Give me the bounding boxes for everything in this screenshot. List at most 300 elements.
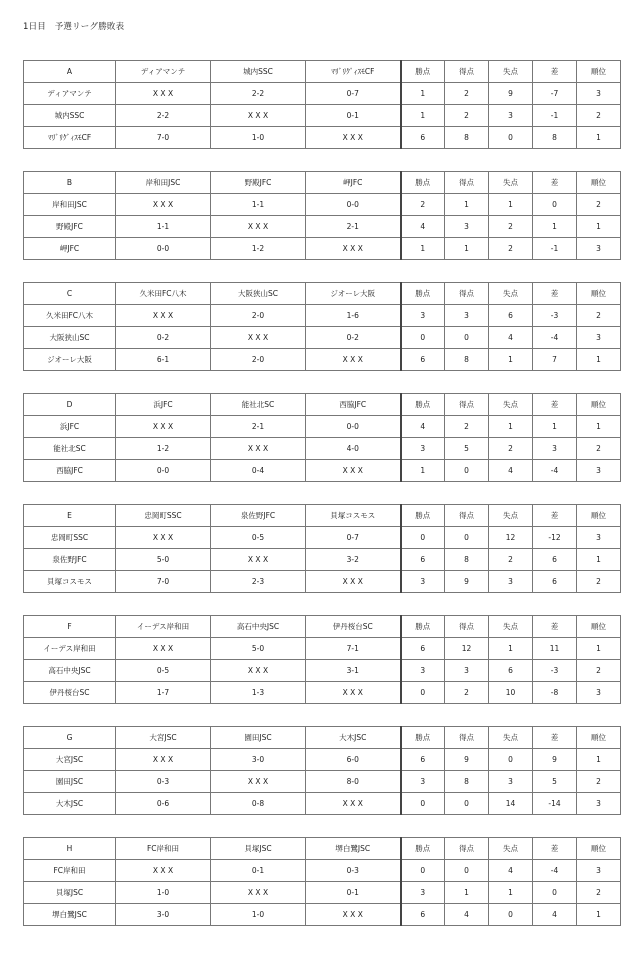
stat-header: 失点 [489, 283, 533, 305]
rank-cell: 2 [577, 305, 621, 327]
match-result: X X X [306, 460, 401, 482]
goals-for-cell: 4 [445, 904, 489, 926]
match-result: 0-8 [211, 793, 306, 815]
goals-for-cell: 1 [445, 882, 489, 904]
column-team-name: FC岸和田 [116, 838, 211, 860]
column-team-name: 岬JFC [306, 172, 401, 194]
goal-diff-cell: 3 [533, 438, 577, 460]
column-team-name: 大木JSC [306, 727, 401, 749]
goals-for-cell: 3 [445, 305, 489, 327]
row-team-name: 城内SSC [24, 105, 116, 127]
match-result: 7-0 [116, 571, 211, 593]
rank-cell: 1 [577, 549, 621, 571]
match-result: 1-2 [211, 238, 306, 260]
goals-against-cell: 0 [489, 127, 533, 149]
table-row [24, 882, 621, 904]
stat-header: 失点 [489, 505, 533, 527]
match-result: 0-1 [306, 105, 401, 127]
match-result: 4-0 [306, 438, 401, 460]
points-cell: 0 [401, 327, 445, 349]
table-row [24, 904, 621, 926]
match-result: 2-2 [116, 105, 211, 127]
match-result: 0-1 [211, 860, 306, 882]
stat-header: 順位 [577, 283, 621, 305]
goal-diff-cell: -8 [533, 682, 577, 704]
points-cell: 3 [401, 438, 445, 460]
match-result: 2-1 [211, 416, 306, 438]
stat-header: 差 [533, 283, 577, 305]
row-team-name: 堺白鷺JSC [24, 904, 116, 926]
stat-header: 失点 [489, 61, 533, 83]
points-cell: 0 [401, 860, 445, 882]
points-cell: 1 [401, 83, 445, 105]
match-result: X X X [116, 638, 211, 660]
goals-against-cell: 4 [489, 460, 533, 482]
stat-header: 得点 [445, 172, 489, 194]
stat-header: 勝点 [401, 505, 445, 527]
stat-header: 得点 [445, 727, 489, 749]
column-team-name: イーデス岸和田 [116, 616, 211, 638]
table-row [24, 416, 621, 438]
goals-against-cell: 12 [489, 527, 533, 549]
match-result: X X X [116, 83, 211, 105]
match-result: 0-2 [116, 327, 211, 349]
match-result: 0-7 [306, 83, 401, 105]
column-team-name: 高石中央JSC [211, 616, 306, 638]
match-result: 2-0 [211, 349, 306, 371]
stat-header: 失点 [489, 394, 533, 416]
points-cell: 6 [401, 549, 445, 571]
row-team-name: 西脇JFC [24, 460, 116, 482]
match-result: 0-1 [306, 882, 401, 904]
match-result: 0-5 [211, 527, 306, 549]
match-result: 0-2 [306, 327, 401, 349]
column-team-name: 久米田FC八木 [116, 283, 211, 305]
match-result: X X X [306, 793, 401, 815]
match-result: 1-7 [116, 682, 211, 704]
table-row [24, 860, 621, 882]
goal-diff-cell: -1 [533, 238, 577, 260]
match-result: 1-0 [211, 904, 306, 926]
match-result: 7-1 [306, 638, 401, 660]
match-result: X X X [306, 349, 401, 371]
rank-cell: 2 [577, 438, 621, 460]
group-table [23, 504, 621, 593]
points-cell: 0 [401, 793, 445, 815]
points-cell: 1 [401, 238, 445, 260]
goal-diff-cell: 6 [533, 549, 577, 571]
row-team-name: 高石中央JSC [24, 660, 116, 682]
match-result: 0-7 [306, 527, 401, 549]
points-cell: 6 [401, 349, 445, 371]
goals-against-cell: 14 [489, 793, 533, 815]
goal-diff-cell: -3 [533, 660, 577, 682]
group-table [23, 393, 621, 482]
stat-header: 差 [533, 172, 577, 194]
column-team-name: 野殿JFC [211, 172, 306, 194]
goals-for-cell: 2 [445, 682, 489, 704]
points-cell: 3 [401, 660, 445, 682]
table-row [24, 83, 621, 105]
group-label: C [24, 283, 116, 305]
goals-for-cell: 9 [445, 749, 489, 771]
goal-diff-cell: -7 [533, 83, 577, 105]
stat-header: 差 [533, 505, 577, 527]
row-team-name: 貝塚コスモス [24, 571, 116, 593]
row-team-name: 忠岡町SSC [24, 527, 116, 549]
row-team-name: ジオーレ大阪 [24, 349, 116, 371]
match-result: X X X [306, 127, 401, 149]
match-result: X X X [211, 771, 306, 793]
match-result: X X X [116, 860, 211, 882]
row-team-name: 伊丹桜台SC [24, 682, 116, 704]
goals-against-cell: 9 [489, 83, 533, 105]
match-result: X X X [211, 882, 306, 904]
group-label: F [24, 616, 116, 638]
table-row [24, 571, 621, 593]
column-team-name: 西脇JFC [306, 394, 401, 416]
goals-against-cell: 0 [489, 749, 533, 771]
rank-cell: 1 [577, 416, 621, 438]
goals-for-cell: 3 [445, 660, 489, 682]
goals-against-cell: 2 [489, 438, 533, 460]
group-table [23, 282, 621, 371]
group-label: H [24, 838, 116, 860]
points-cell: 6 [401, 904, 445, 926]
goals-against-cell: 2 [489, 549, 533, 571]
goals-against-cell: 3 [489, 105, 533, 127]
group-header-row [24, 172, 621, 194]
goal-diff-cell: 5 [533, 771, 577, 793]
goals-against-cell: 1 [489, 349, 533, 371]
group-header-row [24, 838, 621, 860]
stat-header: 順位 [577, 727, 621, 749]
match-result: 0-3 [116, 771, 211, 793]
goals-for-cell: 12 [445, 638, 489, 660]
goal-diff-cell: -4 [533, 860, 577, 882]
match-result: 2-3 [211, 571, 306, 593]
stat-header: 差 [533, 838, 577, 860]
stat-header: 得点 [445, 61, 489, 83]
match-result: 2-0 [211, 305, 306, 327]
match-result: 0-6 [116, 793, 211, 815]
points-cell: 4 [401, 416, 445, 438]
column-team-name: 園田JSC [211, 727, 306, 749]
row-team-name: 岬JFC [24, 238, 116, 260]
goals-for-cell: 8 [445, 127, 489, 149]
table-row [24, 194, 621, 216]
goals-for-cell: 2 [445, 83, 489, 105]
stat-header: 勝点 [401, 394, 445, 416]
column-team-name: 大宮JSC [116, 727, 211, 749]
row-team-name: 園田JSC [24, 771, 116, 793]
goals-for-cell: 3 [445, 216, 489, 238]
row-team-name: 野殿JFC [24, 216, 116, 238]
table-row [24, 327, 621, 349]
column-team-name: 城内SSC [211, 61, 306, 83]
goals-against-cell: 4 [489, 860, 533, 882]
match-result: X X X [306, 682, 401, 704]
match-result: X X X [211, 105, 306, 127]
column-team-name: 貝塚JSC [211, 838, 306, 860]
rank-cell: 1 [577, 349, 621, 371]
goal-diff-cell: -12 [533, 527, 577, 549]
rank-cell: 3 [577, 682, 621, 704]
group-label: D [24, 394, 116, 416]
row-team-name: 大宮JSC [24, 749, 116, 771]
table-row [24, 105, 621, 127]
goal-diff-cell: 6 [533, 571, 577, 593]
match-result: X X X [211, 438, 306, 460]
match-result: X X X [116, 749, 211, 771]
group-table [23, 171, 621, 260]
goal-diff-cell: 9 [533, 749, 577, 771]
table-row [24, 349, 621, 371]
rank-cell: 3 [577, 83, 621, 105]
row-team-name: 岸和田JSC [24, 194, 116, 216]
goals-against-cell: 10 [489, 682, 533, 704]
row-team-name: 能社北SC [24, 438, 116, 460]
group-table [23, 837, 621, 926]
goal-diff-cell: -4 [533, 327, 577, 349]
rank-cell: 2 [577, 771, 621, 793]
league-tables [23, 60, 609, 948]
row-team-name: FC岸和田 [24, 860, 116, 882]
column-team-name: 泉佐野JFC [211, 505, 306, 527]
column-team-name: ジオーレ大阪 [306, 283, 401, 305]
match-result: 0-3 [306, 860, 401, 882]
match-result: 0-0 [116, 460, 211, 482]
row-team-name: 大木JSC [24, 793, 116, 815]
stat-header: 勝点 [401, 172, 445, 194]
match-result: 1-3 [211, 682, 306, 704]
match-result: X X X [211, 660, 306, 682]
stat-header: 失点 [489, 616, 533, 638]
stat-header: 差 [533, 394, 577, 416]
goal-diff-cell: 0 [533, 194, 577, 216]
match-result: 0-4 [211, 460, 306, 482]
match-result: 2-2 [211, 83, 306, 105]
rank-cell: 3 [577, 460, 621, 482]
goal-diff-cell: 1 [533, 416, 577, 438]
rank-cell: 3 [577, 327, 621, 349]
points-cell: 2 [401, 194, 445, 216]
group-table [23, 726, 621, 815]
match-result: 1-0 [211, 127, 306, 149]
column-team-name: 貝塚コスモス [306, 505, 401, 527]
goals-for-cell: 0 [445, 460, 489, 482]
column-team-name: 浜JFC [116, 394, 211, 416]
match-result: X X X [306, 571, 401, 593]
table-row [24, 527, 621, 549]
points-cell: 3 [401, 882, 445, 904]
group-table [23, 615, 621, 704]
match-result: X X X [211, 549, 306, 571]
goals-against-cell: 6 [489, 660, 533, 682]
column-team-name: 能社北SC [211, 394, 306, 416]
goals-against-cell: 1 [489, 638, 533, 660]
stat-header: 失点 [489, 838, 533, 860]
rank-cell: 3 [577, 238, 621, 260]
column-team-name: 堺白鷺JSC [306, 838, 401, 860]
match-result: 1-2 [116, 438, 211, 460]
stat-header: 順位 [577, 838, 621, 860]
group-header-row [24, 283, 621, 305]
rank-cell: 2 [577, 571, 621, 593]
stat-header: 勝点 [401, 61, 445, 83]
match-result: X X X [116, 527, 211, 549]
row-team-name: 泉佐野JFC [24, 549, 116, 571]
match-result: 5-0 [211, 638, 306, 660]
column-team-name: 大阪狭山SC [211, 283, 306, 305]
goals-for-cell: 5 [445, 438, 489, 460]
match-result: 0-0 [306, 416, 401, 438]
points-cell: 1 [401, 460, 445, 482]
match-result: 6-0 [306, 749, 401, 771]
column-team-name: ﾏﾘﾞﾘｸﾞｨｽﾓCF [306, 61, 401, 83]
goals-for-cell: 2 [445, 105, 489, 127]
stat-header: 得点 [445, 505, 489, 527]
row-team-name: ディアマンテ [24, 83, 116, 105]
column-team-name: 忠岡町SSC [116, 505, 211, 527]
goal-diff-cell: 4 [533, 904, 577, 926]
goal-diff-cell: 1 [533, 216, 577, 238]
goals-for-cell: 8 [445, 771, 489, 793]
goals-against-cell: 3 [489, 571, 533, 593]
rank-cell: 2 [577, 882, 621, 904]
goals-against-cell: 6 [489, 305, 533, 327]
match-result: 8-0 [306, 771, 401, 793]
match-result: 0-0 [116, 238, 211, 260]
match-result: 2-1 [306, 216, 401, 238]
match-result: X X X [116, 416, 211, 438]
rank-cell: 3 [577, 860, 621, 882]
stat-header: 勝点 [401, 616, 445, 638]
points-cell: 3 [401, 305, 445, 327]
group-header-row [24, 61, 621, 83]
table-row [24, 749, 621, 771]
table-row [24, 549, 621, 571]
table-row [24, 127, 621, 149]
goals-for-cell: 2 [445, 416, 489, 438]
goals-for-cell: 8 [445, 349, 489, 371]
goals-for-cell: 0 [445, 793, 489, 815]
stat-header: 得点 [445, 616, 489, 638]
group-label: G [24, 727, 116, 749]
goals-against-cell: 1 [489, 882, 533, 904]
match-result: 3-1 [306, 660, 401, 682]
rank-cell: 1 [577, 638, 621, 660]
stat-header: 失点 [489, 172, 533, 194]
row-team-name: 貝塚JSC [24, 882, 116, 904]
stat-header: 得点 [445, 394, 489, 416]
table-row [24, 238, 621, 260]
match-result: 3-0 [116, 904, 211, 926]
points-cell: 6 [401, 638, 445, 660]
row-team-name: 大阪狭山SC [24, 327, 116, 349]
points-cell: 3 [401, 571, 445, 593]
goal-diff-cell: 0 [533, 882, 577, 904]
goals-for-cell: 9 [445, 571, 489, 593]
match-result: 7-0 [116, 127, 211, 149]
group-header-row [24, 616, 621, 638]
goals-against-cell: 4 [489, 327, 533, 349]
goals-for-cell: 0 [445, 327, 489, 349]
match-result: 1-1 [211, 194, 306, 216]
goals-against-cell: 1 [489, 416, 533, 438]
match-result: 1-6 [306, 305, 401, 327]
stat-header: 勝点 [401, 283, 445, 305]
match-result: 0-5 [116, 660, 211, 682]
page-title: 1日目 予選リーグ勝敗表 [23, 22, 125, 32]
goal-diff-cell: 11 [533, 638, 577, 660]
match-result: 3-2 [306, 549, 401, 571]
match-result: X X X [306, 904, 401, 926]
goal-diff-cell: -14 [533, 793, 577, 815]
points-cell: 6 [401, 749, 445, 771]
group-header-row [24, 394, 621, 416]
goals-against-cell: 3 [489, 771, 533, 793]
column-team-name: ディアマンテ [116, 61, 211, 83]
match-result: X X X [306, 238, 401, 260]
points-cell: 6 [401, 127, 445, 149]
goals-for-cell: 1 [445, 194, 489, 216]
points-cell: 1 [401, 105, 445, 127]
table-row [24, 638, 621, 660]
stat-header: 順位 [577, 616, 621, 638]
table-row [24, 216, 621, 238]
goals-for-cell: 0 [445, 860, 489, 882]
goals-for-cell: 1 [445, 238, 489, 260]
match-result: 0-0 [306, 194, 401, 216]
match-result: X X X [211, 216, 306, 238]
match-result: X X X [116, 194, 211, 216]
stat-header: 順位 [577, 172, 621, 194]
row-team-name: ﾏﾘﾞﾘｸﾞｨｽﾓCF [24, 127, 116, 149]
stat-header: 順位 [577, 505, 621, 527]
rank-cell: 2 [577, 660, 621, 682]
rank-cell: 1 [577, 127, 621, 149]
goals-against-cell: 2 [489, 216, 533, 238]
rank-cell: 1 [577, 749, 621, 771]
goals-for-cell: 0 [445, 527, 489, 549]
stat-header: 差 [533, 61, 577, 83]
goal-diff-cell: 7 [533, 349, 577, 371]
stat-header: 失点 [489, 727, 533, 749]
points-cell: 4 [401, 216, 445, 238]
row-team-name: イーデス岸和田 [24, 638, 116, 660]
goals-against-cell: 0 [489, 904, 533, 926]
group-header-row [24, 727, 621, 749]
stat-header: 得点 [445, 838, 489, 860]
row-team-name: 久米田FC八木 [24, 305, 116, 327]
goal-diff-cell: -3 [533, 305, 577, 327]
match-result: 6-1 [116, 349, 211, 371]
goals-against-cell: 2 [489, 238, 533, 260]
stat-header: 勝点 [401, 727, 445, 749]
goal-diff-cell: -4 [533, 460, 577, 482]
match-result: 1-0 [116, 882, 211, 904]
stat-header: 差 [533, 616, 577, 638]
table-row [24, 438, 621, 460]
match-result: 5-0 [116, 549, 211, 571]
rank-cell: 3 [577, 527, 621, 549]
match-result: 1-1 [116, 216, 211, 238]
match-result: X X X [211, 327, 306, 349]
stat-header: 差 [533, 727, 577, 749]
stat-header: 勝点 [401, 838, 445, 860]
rank-cell: 1 [577, 216, 621, 238]
